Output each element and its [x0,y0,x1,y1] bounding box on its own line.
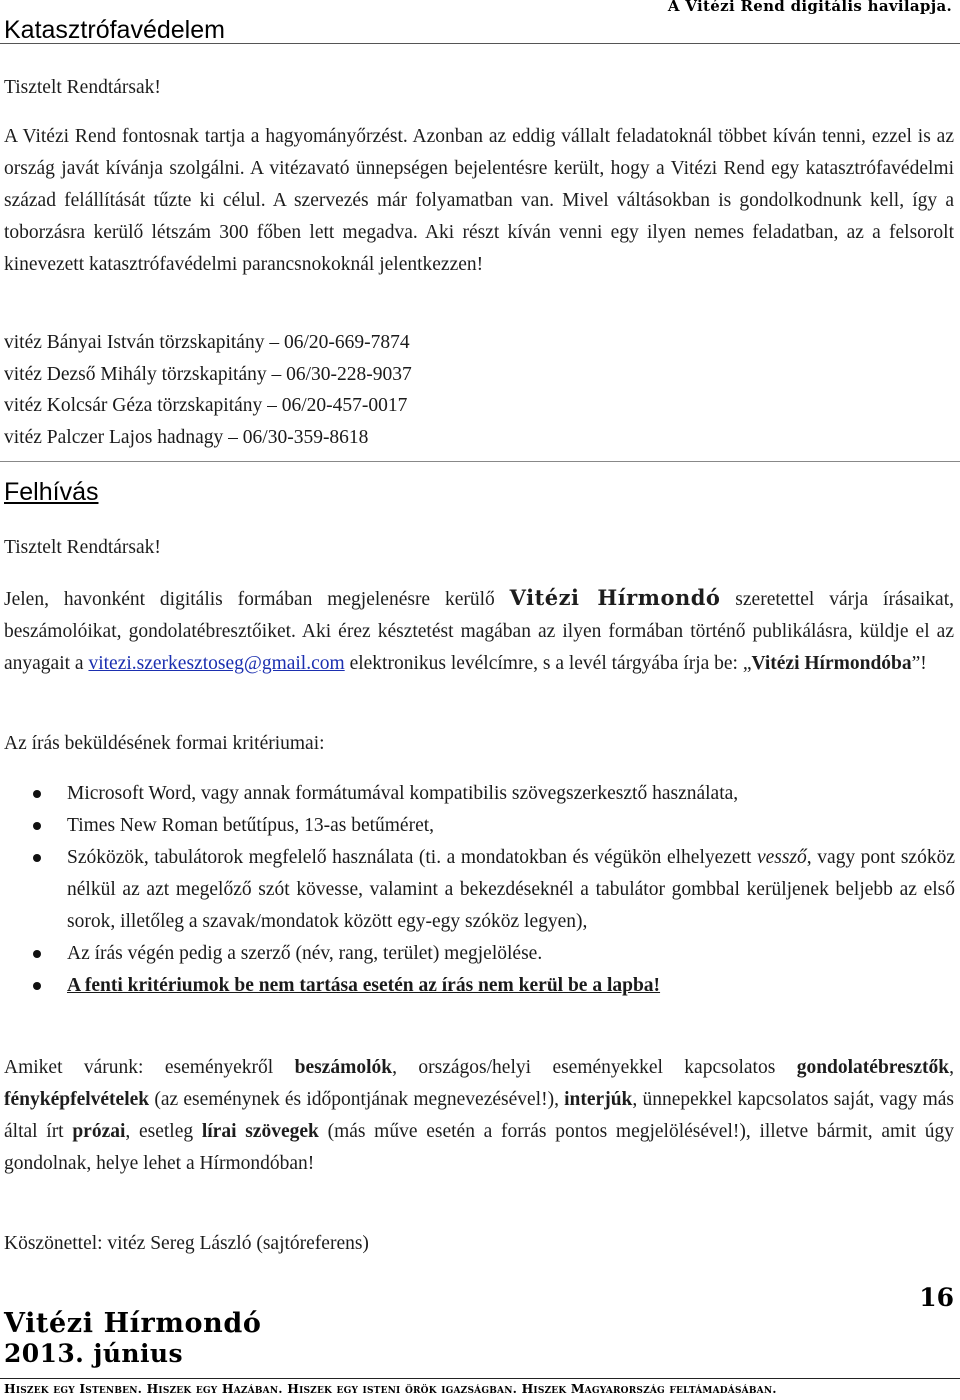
list-item-text: Szóközök, tabulátorok megfelelő használata (ti. a mondatokban és végükön elhelyezett [67,847,757,868]
list-item [0,810,955,842]
signature-line: Köszönettel: vitéz Sereg László (sajtóreferens) [4,1233,369,1254]
footer-brand: Vitézi Hírmondó [4,1308,262,1339]
list-item [0,778,955,810]
contact-line: vitéz Dezső Mihály törzskapitány – 06/30-228-9037 [4,363,412,385]
intro-text: elektronikus levélcímre, s a levél tárgyába írja be: „ [344,653,752,674]
criteria-list [0,778,955,1002]
section-title-katasztrofavedelem: Katasztrófavédelem [4,16,225,44]
email-link[interactable]: vitezi.szerkesztoseg@gmail.com [88,653,345,674]
publication-tagline: A Vitézi Rend digitális havilapja. [667,0,952,15]
section-title-felhivas: Felhívás [4,478,99,506]
list-item [0,970,955,1002]
intro-text: ”! [911,653,927,674]
intro-text: szeretettel várja írásaikat, beszámolóikat, gondolatébresztőiket. Aki érez késztetést magában az ilyen formában történő publikálásra, küldje el az anyagait a [4,589,954,674]
section1-body: A Vitézi Rend fontosnak tartja a hagyományőrzést. Azonban az eddig vállalt feladatoknál többet kíván tenni, ezzel is az ország javát kívánja szolgálni. A vitézavató ünnepségen bejelentésre került, hogy a Vitézi Rend egy katasztrófavédelmi század felállítását tűzte ki célul. A szervezés már folyamatban van. Mivel váltásokban is gondolkodnunk kell, így a toborzásra kerülő létszám 300 főben lett megadva. Aki részt kíván venni egy ilyen nemes feladatban, az a felsorolt kinevezett katasztrófavédelmi parancsnokoknál jelentkezzen! [4,126,954,275]
bullet-icon [33,950,41,958]
header-divider [0,43,960,44]
list-item-italic: vessző [756,847,807,868]
commander-contact-list [4,327,412,453]
wish-keyword: prózai [72,1121,126,1142]
wish-keyword: beszámolók [294,1057,393,1078]
subject-text: Vitézi Hírmondóba [751,653,912,674]
wish-text: (az eseménynek és időpontjának megnevezésével!), [149,1089,565,1110]
list-item-text: , vagy pont szóköz nélkül az azt megelőző szót kövesse, valamint a bekezdéseknél a tabulátor gombbal kerüljenek beljebb az első sorok, illetőleg a szavak/mondatok között egy-egy szóköz legyen), [67,847,955,932]
page-number: 16 [919,1283,954,1312]
wish-keyword: gondolatébresztők [796,1057,950,1078]
bullet-icon [33,982,41,990]
wish-text: , esetleg [125,1121,202,1142]
list-item [0,938,955,970]
footer-divider [0,1378,960,1379]
contact-line: vitéz Palczer Lajos hadnagy – 06/30-359-8618 [4,426,369,448]
criteria-heading: Az írás beküldésének formai kritériumai: [4,733,325,754]
footer-issue-date: 2013. június [4,1339,183,1368]
section2-greeting: Tisztelt Rendtársak! [4,537,161,558]
section1-greeting: Tisztelt Rendtársak! [4,77,161,98]
wish-text: , [949,1057,954,1078]
contact-line: vitéz Kolcsár Géza törzskapitány – 06/20-457-0017 [4,395,408,416]
wish-text: Amiket várunk: eseményekről [4,1057,295,1078]
list-item-text: Az írás végén pedig a szerző (név, rang, terület) megjelölése. [67,943,543,964]
list-item-warning: A fenti kritériumok be nem tartása esetén az írás nem kerül be a lapba! [67,975,661,996]
bullet-icon [33,822,41,830]
wish-text: (más műve esetén a forrás pontos megjelölésével!), illetve bármit, amit úgy gondolnak, helye lehet a Hírmondóban! [4,1121,954,1174]
footer-motto: Hiszek egy Istenben. Hiszek egy Hazában. Hiszek egy isteni örök igazságban. Hiszek Magyarország feltámadásában. [4,1381,777,1396]
wish-text: , ünnepekkel kapcsolatos saját, vagy más által írt [4,1089,954,1142]
list-item-text: Microsoft Word, vagy annak formátumával kompatibilis szövegszerkesztő használata, [67,783,739,804]
contact-line: vitéz Bányai István törzskapitány – 06/20-669-7874 [4,332,410,353]
bullet-icon [33,790,41,798]
list-item-text: Times New Roman betűtípus, 13-as betűméret, [67,815,435,836]
wish-keyword: lírai szövegek [201,1121,319,1142]
brand-name-inline: Vitézi Hírmondó [509,585,721,610]
section-divider [0,461,960,462]
wish-keyword: interjúk [564,1089,633,1110]
wish-keyword: fényképfelvételek [4,1089,150,1110]
wish-text: , országos/helyi eseményekkel kapcsolatos [392,1057,797,1078]
intro-text: Jelen, havonként digitális formában megjelenésre kerülő [4,589,510,610]
wishlist-paragraph [4,1052,954,1180]
list-item [0,842,955,938]
section2-intro [4,582,954,680]
bullet-icon [33,854,41,862]
